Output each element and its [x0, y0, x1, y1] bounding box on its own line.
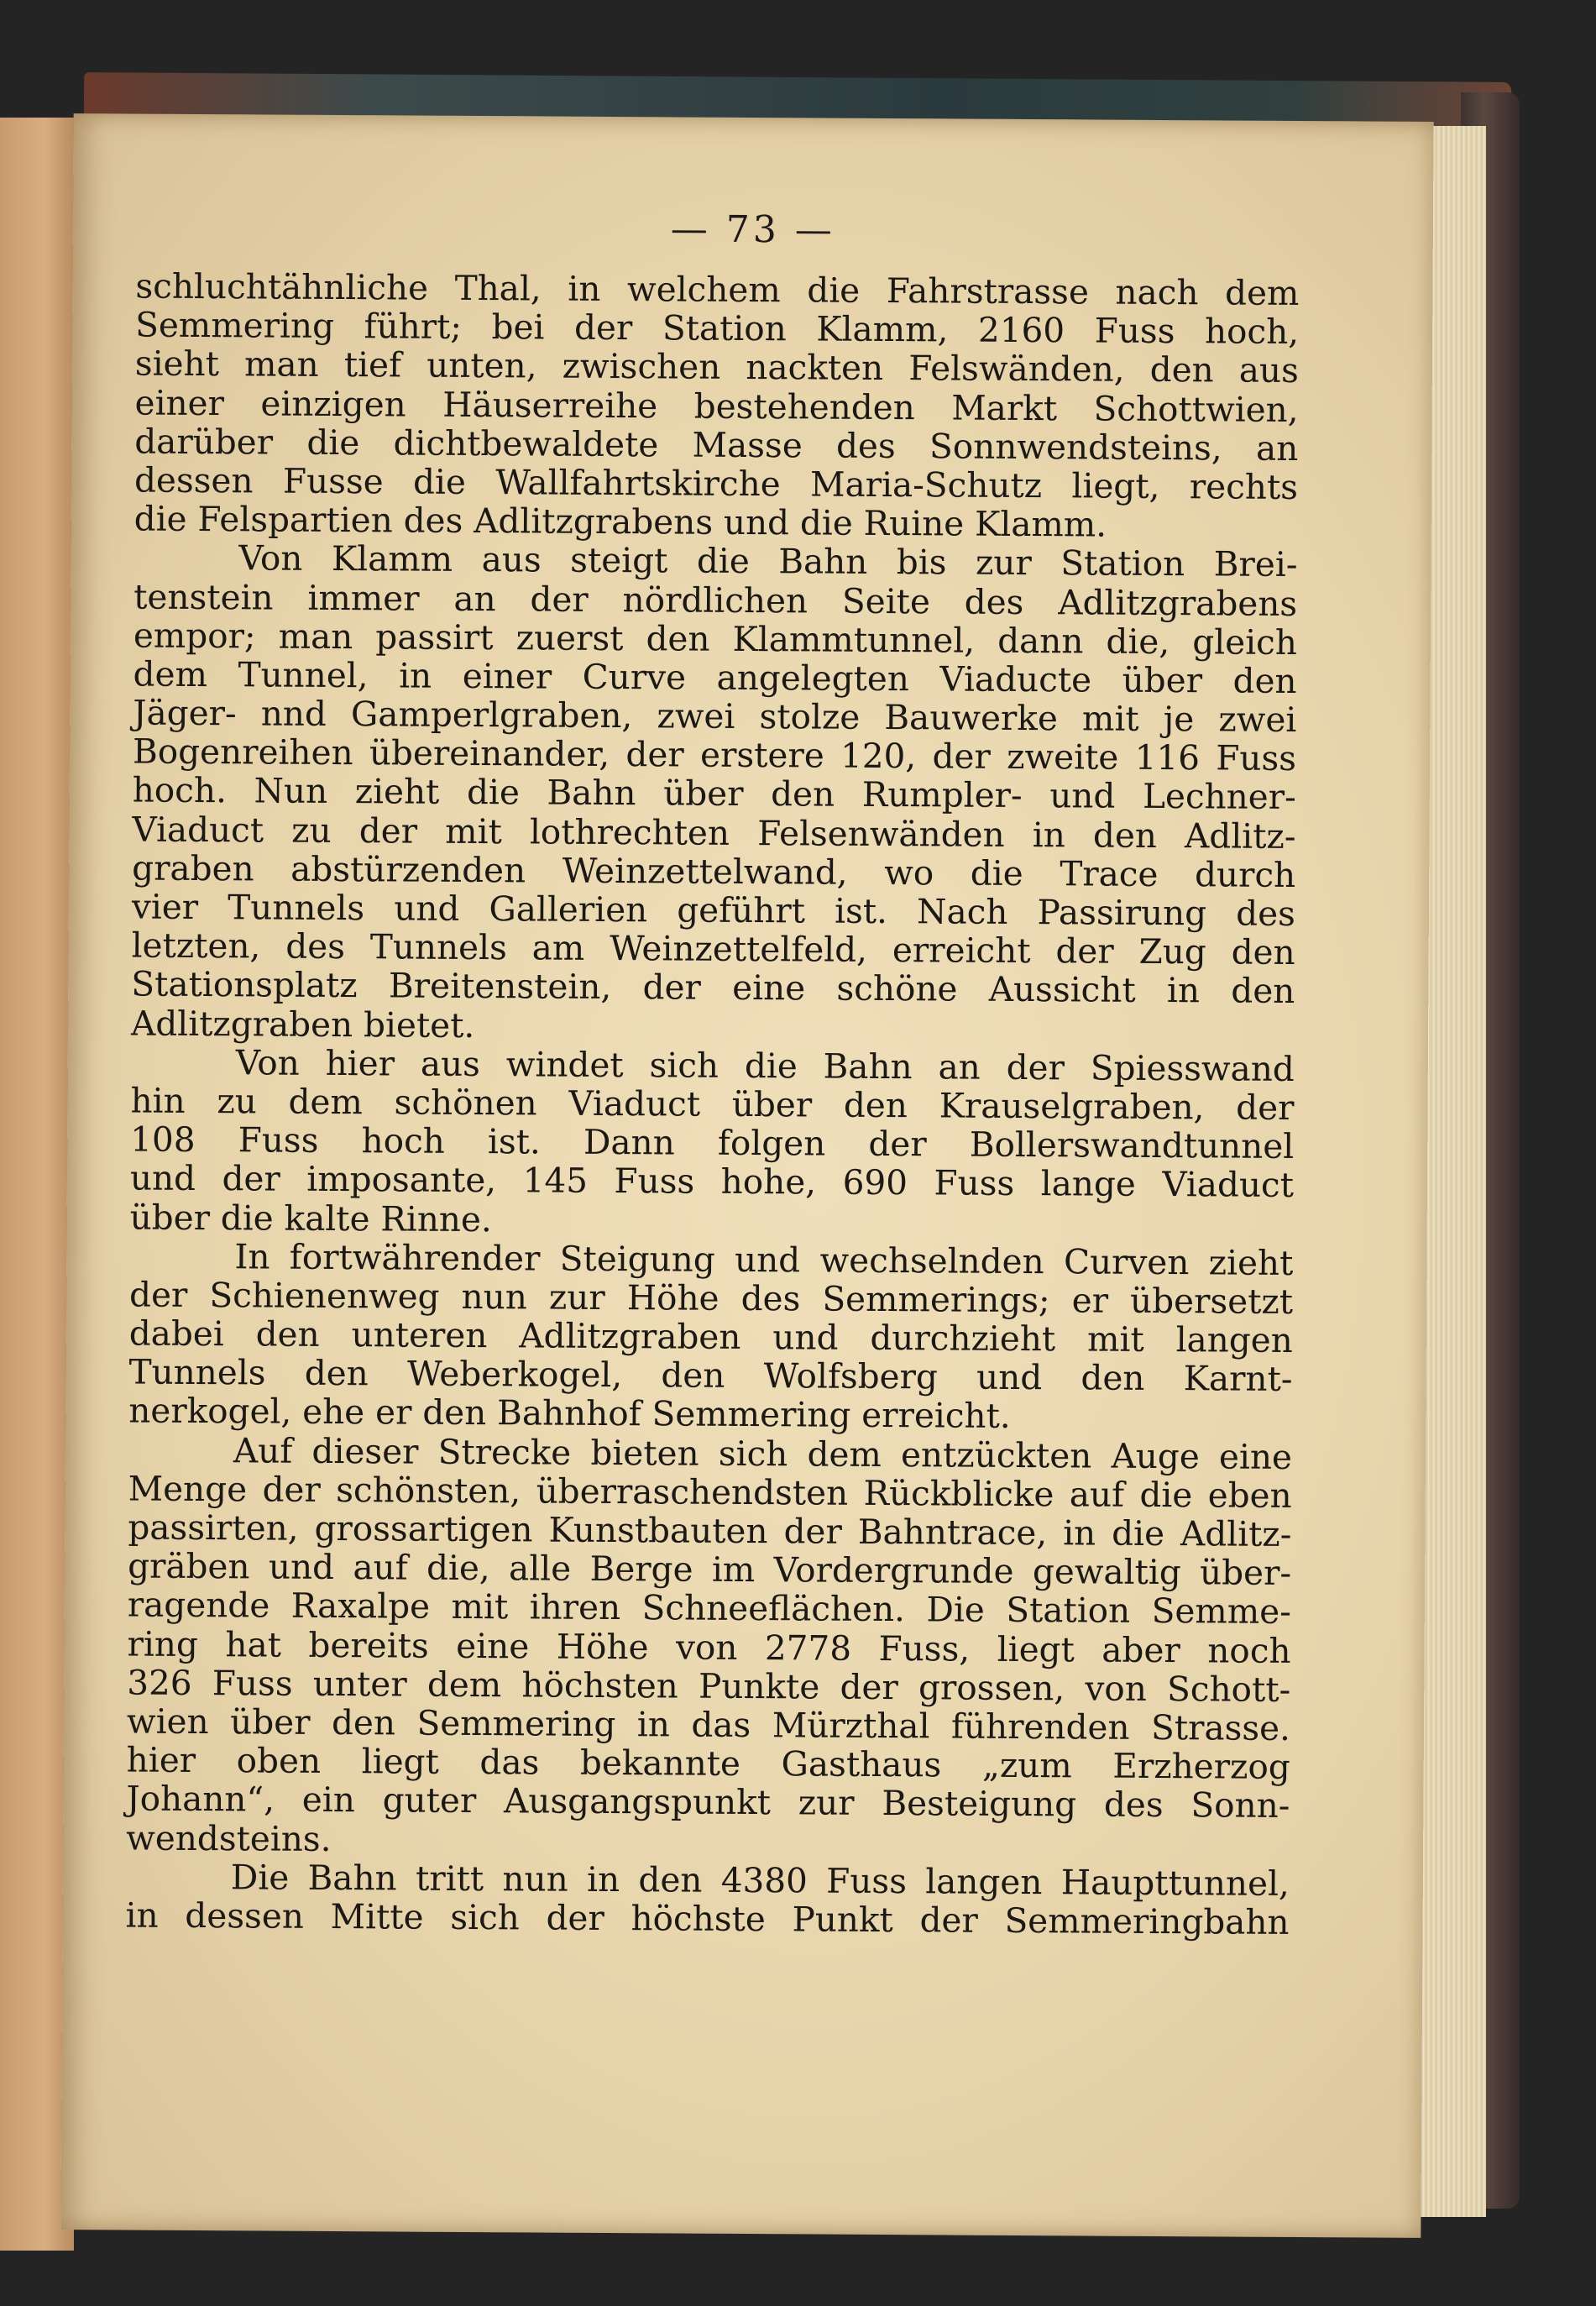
text-line: passirten, grossartigen Kunstbauten der Bahntrace, in die Adlitz-	[128, 1507, 1292, 1554]
body-text	[125, 267, 1299, 1942]
text-line: letzten, des Tunnels am Weinzettelfeld, erreicht der Zug den	[131, 925, 1295, 973]
text-line: Von Klamm aus steigt die Bahn bis zur Station Brei-	[238, 537, 1298, 585]
text-line: tenstein immer an der nördlichen Seite des Adlitzgrabens	[133, 576, 1298, 624]
text-line: empor; man passirt zuerst den Klammtunnel, dann die, gleich	[133, 615, 1298, 663]
page-number: — 73 —	[670, 207, 836, 252]
text-line: Auf dieser Strecke bieten sich dem entzückten Auge eine	[233, 1429, 1293, 1477]
text-line: In fortwährender Steigung und wechselnden Curven zieht	[234, 1235, 1294, 1283]
text-line: 326 Fuss unter dem höchsten Punkte der grossen, von Schott-	[127, 1662, 1291, 1710]
text-line: Von hier aus windet sich die Bahn an der Spiesswand	[235, 1042, 1295, 1089]
text-line: Bogenreihen übereinander, der erstere 120, der zweite 116 Fuss	[132, 731, 1297, 779]
book-page	[60, 113, 1433, 2238]
text-line: dabei den unteren Adlitzgraben und durchzieht mit langen	[128, 1313, 1293, 1361]
text-line: und der imposante, 145 Fuss hohe, 690 Fuss lange Viaduct	[129, 1157, 1295, 1206]
text-line: sieht man tief unten, zwischen nackten Felswänden, den aus	[134, 343, 1300, 391]
text-line: hier oben liegt das bekannte Gasthaus „zum Erzherzog	[126, 1739, 1290, 1788]
text-line: nerkogel, ehe er den Bahnhof Semmering erreicht.	[128, 1390, 1011, 1437]
text-line: der Schienenweg nun zur Höhe des Semmerings; er übersetzt	[128, 1274, 1294, 1322]
text-line: schluchtähnliche Thal, in welchem die Fahrstrasse nach dem	[135, 265, 1300, 313]
text-line: Jäger- nnd Gamperlgraben, zwei stolze Bauwerke mit je zwei	[133, 692, 1297, 741]
text-line: Stationsplatz Breitenstein, der eine schöne Aussicht in den	[131, 963, 1295, 1012]
text-line: wien über den Semmering in das Mürzthal führenden Strasse.	[126, 1701, 1291, 1748]
text-line: einer einzigen Häuserreihe bestehenden Markt Schottwien,	[134, 382, 1299, 430]
text-line: darüber die dichtbewaldete Masse des Sonnwendsteins, an	[134, 421, 1299, 469]
text-line: dem Tunnel, in einer Curve angelegten Viaducte über den	[133, 653, 1297, 701]
text-line: Viaduct zu der mit lothrechten Felsenwänden in den Adlitz-	[132, 809, 1296, 857]
text-line: Tunnels den Weberkogel, den Wolfsberg und den Karnt-	[128, 1351, 1293, 1400]
text-line: 108 Fuss hoch ist. Dann folgen der Bollerswandtunnel	[130, 1119, 1295, 1167]
text-line: wendsteins.	[126, 1816, 332, 1859]
text-line: in dessen Mitte sich der höchste Punkt der Semmeringbahn	[125, 1895, 1290, 1942]
text-line: Johann“, ein guter Ausgangspunkt zur Besteigung des Sonn-	[126, 1778, 1290, 1826]
text-line: Semmering führt; bei der Station Klamm, 2160 Fuss hoch,	[135, 304, 1300, 353]
text-line: ring hat bereits eine Höhe von 2778 Fuss, liegt aber noch	[127, 1623, 1291, 1671]
text-line: dessen Fusse die Wallfahrtskirche Maria-Schutz liegt, rechts	[133, 459, 1299, 507]
text-line: hoch. Nun zieht die Bahn über den Rumpler- und Lechner-	[132, 769, 1296, 818]
text-line: die Felspartien des Adlitzgrabens und die Ruine Klamm.	[133, 498, 1107, 545]
text-line: Menge der schönsten, überraschendsten Rückblicke auf die eben	[128, 1468, 1292, 1516]
text-line: Adlitzgraben bietet.	[130, 1003, 475, 1046]
text-line: gräben und auf die, alle Berge im Vordergrunde gewaltig über-	[128, 1545, 1292, 1594]
text-line: Die Bahn tritt nun in den 4380 Fuss langen Haupttunnel,	[230, 1856, 1290, 1904]
text-line: graben abstürzenden Weinzettelwand, wo die Trace durch	[132, 847, 1296, 895]
text-line: vier Tunnels und Gallerien geführt ist. Nach Passirung des	[131, 886, 1296, 934]
text-line: hin zu dem schönen Viaduct über den Krauselgraben, der	[130, 1080, 1295, 1128]
text-line: über die kalte Rinne.	[129, 1197, 492, 1239]
text-line: ragende Raxalpe mit ihren Schneeflächen. Die Station Semme-	[127, 1584, 1291, 1633]
